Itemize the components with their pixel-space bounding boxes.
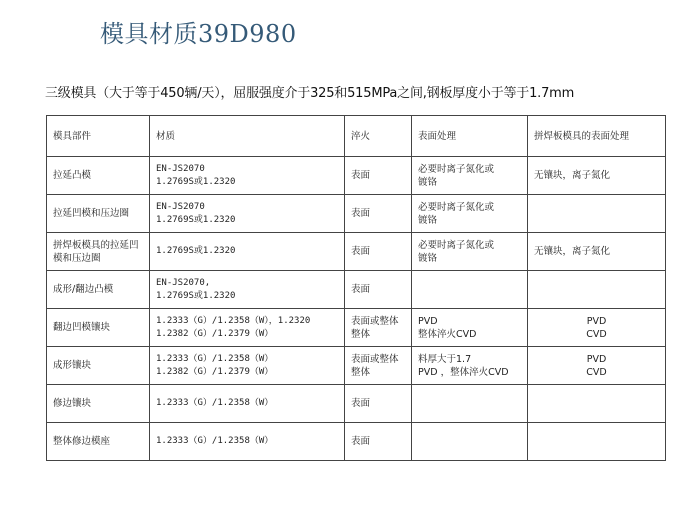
- surface-line: 必要时离子氮化或: [418, 201, 495, 213]
- material-line: EN-JS2070: [156, 163, 205, 174]
- surface-line: PVD: [418, 315, 438, 327]
- surface-line: 整体淬火CVD: [418, 328, 477, 340]
- cell-hardening: 表面: [345, 271, 412, 309]
- cell-surface-treatment: [412, 385, 528, 423]
- table-header-row: [47, 116, 666, 157]
- cell-surface-treatment: [412, 309, 528, 347]
- cell-hardening: 表面: [345, 157, 412, 195]
- surface-line: 镀铬: [418, 214, 438, 226]
- material-line: 1.2333（G）/1.2358（W）: [156, 436, 274, 446]
- cell-surface-treatment: [412, 271, 528, 309]
- cell-part: 成形/翻边凸模: [47, 271, 150, 309]
- cell-hardening: 表面: [345, 195, 412, 233]
- cell-material: [150, 271, 345, 309]
- cell-tailored-blank-treatment: [528, 309, 666, 347]
- cell-surface-treatment: [412, 195, 528, 233]
- cell-surface-treatment: [412, 347, 528, 385]
- tailored-line: 无镶块，离子氮化: [534, 246, 611, 257]
- header-part: 模具部件: [47, 116, 150, 157]
- cell-material: [150, 195, 345, 233]
- cell-hardening: 表面: [345, 385, 412, 423]
- tailored-line: CVD: [586, 366, 607, 378]
- table-row: [47, 157, 666, 195]
- tailored-line: PVD: [586, 353, 607, 365]
- cell-hardening: 表面: [345, 233, 412, 271]
- surface-line: 镀铬: [418, 176, 438, 188]
- cell-material: [150, 233, 345, 271]
- material-line: 1.2382（G）/1.2379（W）: [156, 328, 274, 339]
- cell-hardening: 表面或整体整体: [345, 347, 412, 385]
- table-row: [47, 233, 666, 271]
- cell-surface-treatment: [412, 233, 528, 271]
- cell-surface-treatment: [412, 423, 528, 461]
- tailored-line: PVD: [586, 315, 607, 327]
- table-row: [47, 423, 666, 461]
- cell-tailored-blank-treatment: [528, 157, 666, 195]
- surface-line: PVD ，整体淬火CVD: [418, 366, 509, 378]
- cell-tailored-blank-treatment: [528, 195, 666, 233]
- cell-tailored-blank-treatment: [528, 271, 666, 309]
- material-line: 1.2333（G）/1.2358（W），1.2320: [156, 315, 311, 326]
- surface-line: 料厚大于1.7: [418, 353, 472, 365]
- material-line: 1.2769S或1.2320: [156, 246, 236, 256]
- cell-material: [150, 423, 345, 461]
- header-surface-treatment: 表面处理: [412, 116, 528, 157]
- cell-surface-treatment: [412, 157, 528, 195]
- cell-part: 成形镶块: [47, 347, 150, 385]
- table-row: [47, 309, 666, 347]
- cell-hardening: 表面或整体整体: [345, 309, 412, 347]
- table-row: [47, 195, 666, 233]
- material-line: 1.2769S或1.2320: [156, 214, 236, 225]
- tailored-line: CVD: [586, 328, 607, 340]
- page-title: 模具材质39D980: [100, 20, 297, 48]
- cell-part: 修边镶块: [47, 385, 150, 423]
- cell-part: 整体修边模座: [47, 423, 150, 461]
- material-line: 1.2382（G）/1.2379（W）: [156, 366, 274, 377]
- cell-part: 翻边凹模镶块: [47, 309, 150, 347]
- header-tailored-blank-treatment: 拼焊板模具的表面处理: [528, 116, 666, 157]
- material-line: EN-JS2070: [156, 201, 205, 212]
- table-row: [47, 271, 666, 309]
- cell-tailored-blank-treatment: [528, 423, 666, 461]
- table-row: [47, 385, 666, 423]
- material-line: EN-JS2070,: [156, 277, 211, 288]
- tailored-line: 无镶块，离子氮化: [534, 170, 611, 181]
- material-table: [46, 115, 666, 461]
- material-line: 1.2769S或1.2320: [156, 290, 236, 301]
- cell-material: [150, 157, 345, 195]
- cell-part: 拉延凹模和压边圈: [47, 195, 150, 233]
- material-line: 1.2769S或1.2320: [156, 176, 236, 187]
- header-material: 材质: [150, 116, 345, 157]
- cell-material: [150, 347, 345, 385]
- cell-part: 拼焊板模具的拉延凹模和压边圈: [47, 233, 150, 271]
- cell-tailored-blank-treatment: [528, 233, 666, 271]
- cell-part: 拉延凸模: [47, 157, 150, 195]
- cell-material: [150, 385, 345, 423]
- cell-tailored-blank-treatment: [528, 385, 666, 423]
- page-subtitle: 三级模具（大于等于450辆/天），屈服强度介于325和515MPa之间,钢板厚度小于等于1.7mm: [45, 86, 575, 101]
- surface-line: 必要时离子氮化或: [418, 163, 495, 175]
- surface-line: 镀铬: [418, 252, 438, 264]
- material-line: 1.2333（G）/1.2358（W）: [156, 353, 274, 364]
- table-row: [47, 347, 666, 385]
- cell-tailored-blank-treatment: [528, 347, 666, 385]
- material-line: 1.2333（G）/1.2358（W）: [156, 398, 274, 408]
- cell-hardening: 表面: [345, 423, 412, 461]
- header-hardening: 淬火: [345, 116, 412, 157]
- cell-material: [150, 309, 345, 347]
- surface-line: 必要时离子氮化或: [418, 239, 495, 251]
